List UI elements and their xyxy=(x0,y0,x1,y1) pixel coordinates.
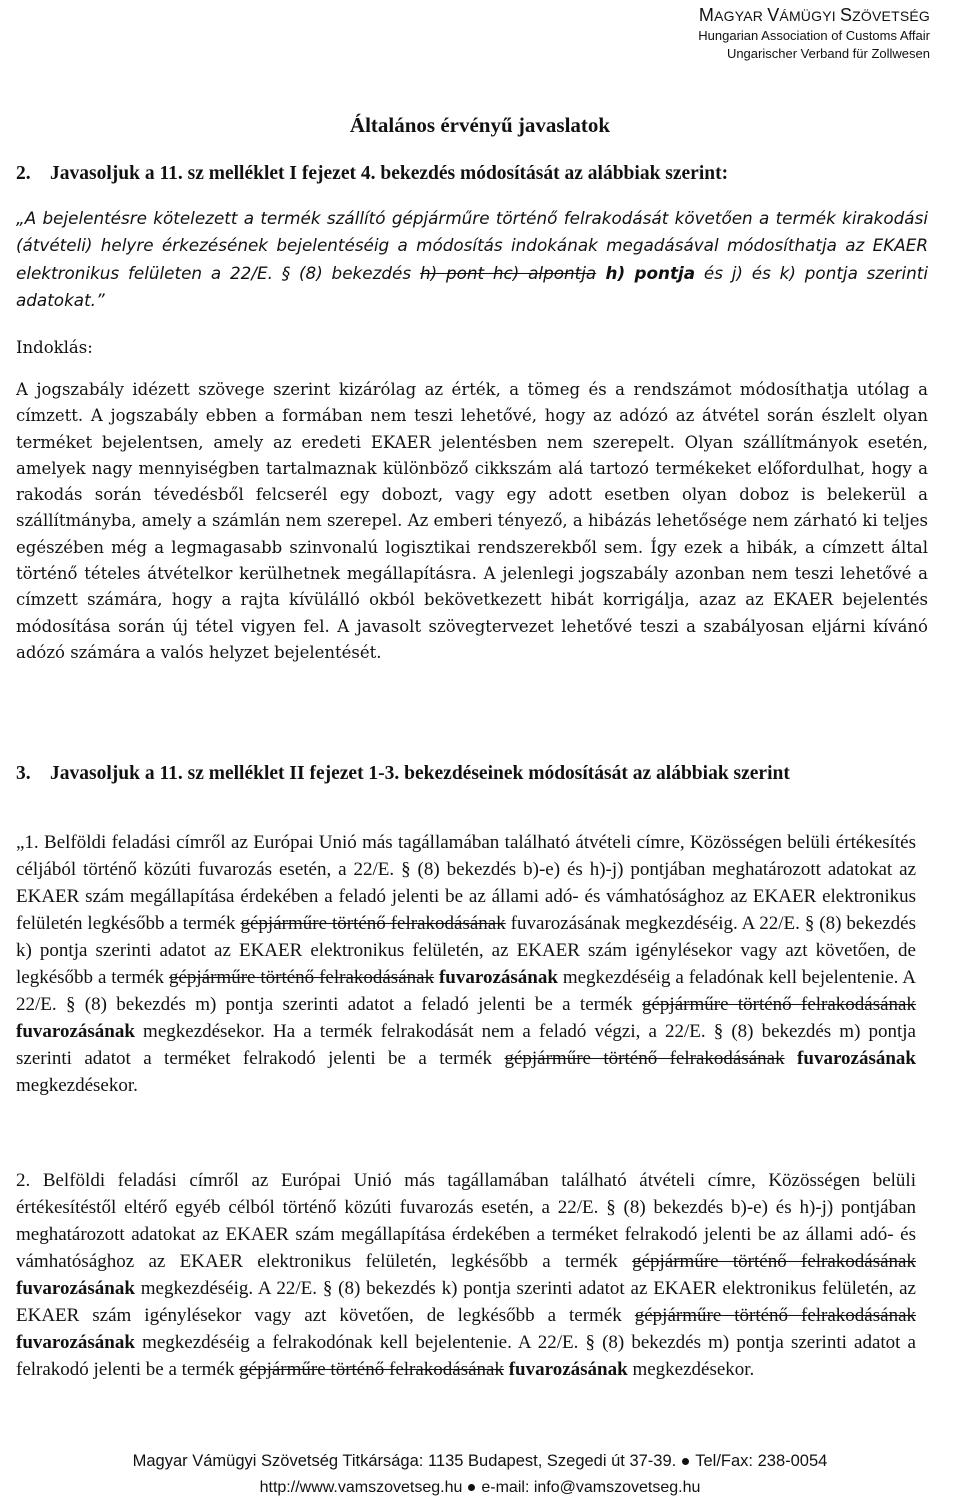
deleted-text: gépjárműre történő felrakodásának xyxy=(240,913,506,934)
inserted-text: fuvarozásának xyxy=(503,1359,628,1380)
section-heading-text: Javasoljuk a 11. sz melléklet II fejezet 1-3. bekezdéseinek módosítását az alábbiak szerint xyxy=(50,763,790,784)
section-3-heading xyxy=(16,760,928,787)
organization-name: MAGYAR VÁMÜGYI SZÖVETSÉG xyxy=(698,5,930,25)
deleted-text: gépjárműre történő felrakodásának xyxy=(632,1251,916,1272)
document-title: Általános érvényű javaslatok xyxy=(349,113,611,137)
bullet-icon xyxy=(468,1484,475,1491)
inserted-text: fuvarozásának xyxy=(16,1021,135,1042)
section-number: 3. xyxy=(16,763,31,784)
section-2-heading xyxy=(16,161,728,187)
footer-email-link[interactable]: e-mail: info@vamszovetseg.hu xyxy=(481,1479,701,1496)
footer-contact xyxy=(0,1479,960,1497)
inserted-text: h) pontja xyxy=(596,262,696,283)
inserted-text: fuvarozásának xyxy=(784,1048,916,1069)
footer-address-text: Magyar Vámügyi Szövetség Titkársága: 1135 Budapest, Szegedi út 37-39. xyxy=(132,1452,677,1470)
amendment-paragraph-1: „1. Belföldi feladási címről az Európai Unió más tagállamában található átvételi címre, Közösségen belüli értékesítés céljából történő közúti fuvarozás esetén, a 22/E. § (8) bekezdés b)-e) és h)-j) pontjában meghatározott adatokat az EKAER szám megállapítása érdekében a feladó jelenti be az állami adó- és vámhatósághoz az EKAER elektronikus felületén legkésőbb a termék gépjárműre történő felrakodásának fuvarozásának megkezdéséig. A 22/E. § (8) bekezdés k) pontja szerinti adatot az EKAER elektronikus felületén, az EKAER szám igénylésekor vagy azt követően, de legkésőbb a termék gépjárműre történő felrakodásának fuvarozásának megkezdéséig a feladónak kell bejelentenie. A 22/E. § (8) bekezdés m) pontja szerinti adatot a feladó jelenti be a termék gépjárműre történő felrakodásának fuvarozásának megkezdésekor. Ha a termék felrakodását nem a feladó végzi, a 22/E. § (8) bekezdés m) pontja szerinti adatot a terméket felrakodó jelenti be a termék gépjárműre történő felrakodásának fuvarozásának megkezdésekor. xyxy=(16,832,917,1096)
section-number: 2. xyxy=(16,163,31,184)
deleted-text: h) pont hc) alpontja xyxy=(419,262,597,283)
deleted-text: gépjárműre történő felrakodásának xyxy=(634,1305,917,1326)
inserted-text: fuvarozásának xyxy=(16,1278,135,1299)
proposal-text: „A bejelentésre kötelezett a termék szállító gépjárműre történő felrakodását követően a termék kirakodási (átvételi) helyre érkezésének bejelentéséig a módosítás indokának megadásával módosíthatja az EKAER elektronikus felületen a 22/E. § (8) bekezdés h) pont hc) alpontja h) pontja és j) és k) pontja szerinti adatokat.” xyxy=(16,208,928,310)
footer-website-link[interactable]: http://www.vamszovetseg.hu xyxy=(259,1479,463,1496)
deleted-text: gépjárműre történő felrakodásának xyxy=(504,1048,785,1069)
justification-label: Indoklás: xyxy=(16,338,93,357)
justification-text: A jogszabály idézett szövege szerint kizárólag az érték, a tömeg és a rendszámot módosíthatja utólag a címzett. A jogszabály ebben a formában nem teszi lehetővé, hogy az adózó az átvétel során észlelt olyan terméket bejelentsen, amely az eredeti EKAER jelentésben nem szerepelt. Olyan szállítmányok esetén, amelyek nagy mennyiségben tartalmaznak különböző cikkszám alá tartozó termékeket előfordulhat, hogy a rakodás során tévedésből felcserél egy dobozt, vagy egy adott esetben olyan doboz is belekerül a szállítmányba, amely a számlán nem szerepel. Az emberi tényező, a hibázás lehetősége nem zárható ki teljes egészében még a legmagasabb szinvonalú logisztikai rendszerekből sem. Így ezek a hibák, a címzett által történő tételes átvételkor kerülhetnek megállapításra. A jelenlegi jogszabály azonban nem teszi lehetővé a címzett számára, hogy a rajta kívülálló okból bekövetkezett hibát korrigálja, azaz az EKAER bejelentés módosítása során új tétel vigyen fel. A javasolt szövegtervezet lehetővé teszi a szabályosan eljárni kívánó adózó számára a valós helyzet bejelentését. xyxy=(16,380,928,662)
organization-name-english: Hungarian Association of Customs Affair xyxy=(698,28,930,43)
deleted-text: gépjárműre történő felrakodásának xyxy=(239,1359,504,1380)
footer-phone: Tel/Fax: 238-0054 xyxy=(695,1452,828,1470)
amendment-paragraph-2: 2. Belföldi feladási címről az Európai Unió más tagállamában található átvételi címre, Közösségen belüli értékesítéstől eltérő egyéb célból történő közúti fuvarozás esetén, a 22/E. § (8) bekezdés b)-e) és h)-j) pontjában meghatározott adatokat az EKAER szám megállapítása érdekében a terméket felrakodó jelenti be az állami adó- és vámhatósághoz az EKAER elektronikus felületén, legkésőbb a termék gépjárműre történő felrakodásának fuvarozásának megkezdéséig. A 22/E. § (8) bekezdés k) pontja szerinti adatot az EKAER elektronikus felületén, az EKAER szám igénylésekor vagy azt követően, de legkésőbb a termék gépjárműre történő felrakodásának fuvarozásának megkezdéséig a felrakodónak kell bejelentenie. A 22/E. § (8) bekezdés m) pontja szerinti adatot a felrakodó jelenti be a termék gépjárműre történő felrakodásának fuvarozásának megkezdésekor. xyxy=(16,1170,917,1380)
footer-address xyxy=(0,1452,960,1471)
deleted-text: gépjárműre történő felrakodásának xyxy=(642,994,916,1015)
section-heading-text: Javasoljuk a 11. sz melléklet I fejezet 4. bekezdés módosítását az alábbiak szerint: xyxy=(50,163,729,184)
inserted-text: fuvarozásának xyxy=(434,967,558,988)
deleted-text: gépjárműre történő felrakodásának xyxy=(168,967,435,988)
inserted-text: fuvarozásának xyxy=(16,1332,135,1353)
letterhead xyxy=(698,4,930,63)
bullet-icon xyxy=(682,1458,689,1465)
organization-name-german: Ungarischer Verband für Zollwesen xyxy=(726,46,930,61)
